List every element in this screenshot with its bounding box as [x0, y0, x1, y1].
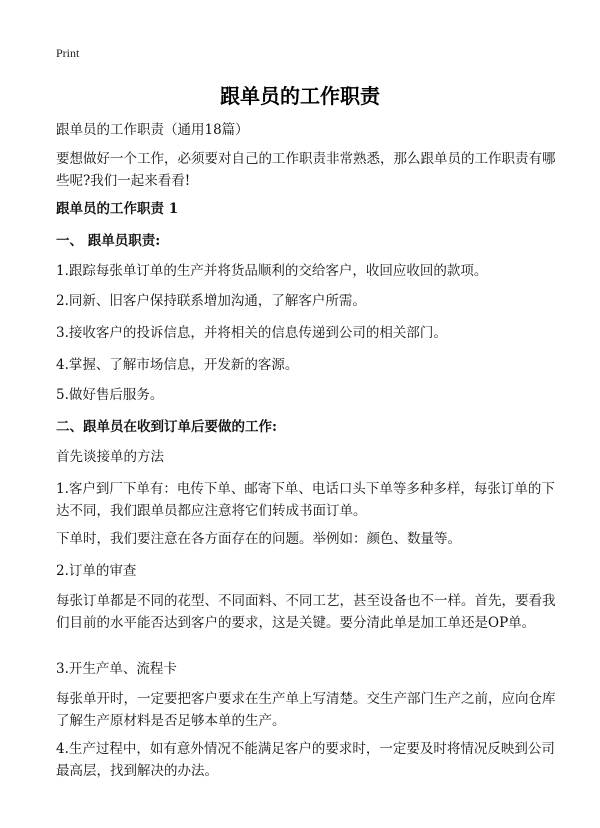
duty-item-4: 4.掌握、了解市场信息，开发新的客源。: [56, 357, 299, 373]
paragraph-production-order: 每张单开时，一定要把客户要求在生产单上写清楚。交生产部门生产之前，应向仓库了解生产原材料是否足够本单的生产。: [56, 691, 556, 729]
paragraph-order-channels: 1.客户到厂下单有：电传下单、邮寄下单、电话口头下单等多种多样，每张订单的下达不同，我们跟单员都应注意将它们转成书面订单。: [56, 481, 555, 519]
duty-item-5: 5.做好售后服务。: [56, 387, 164, 403]
paragraph-order-review: 每张订单都是不同的花型、不同面料、不同工艺，甚至设备也不一样。首先，要看我们目前的水平能否达到客户的要求，这是关键。要分清此单是加工单还是OP单。: [56, 593, 556, 631]
intro-paragraph: 要想做好一个工作，必须要对自己的工作职责非常熟悉，那么跟单员的工作职责有哪些呢?我们一起来看看!: [56, 151, 556, 189]
paragraph-order-issues: 下单时，我们要注意在各方面存在的问题。举例如：颜色、数量等。: [56, 531, 461, 547]
subheading-after-order: 二、跟单员在收到订单后要做的工作:: [56, 419, 277, 435]
duty-item-2: 2.同新、旧客户保持联系增加沟通，了解客户所需。: [56, 293, 366, 309]
heading-order-review: 2.订单的审查: [56, 563, 137, 579]
print-label: Print: [56, 46, 80, 60]
duty-item-1: 1.跟踪每张单订单的生产并将货品顺利的交给客户，收回应收回的款项。: [56, 263, 488, 279]
paragraph-order-method: 首先谈接单的方法: [56, 449, 164, 465]
document-title: 跟单员的工作职责: [220, 84, 380, 108]
heading-production-order: 3.开生产单、流程卡: [56, 661, 177, 677]
subheading-duties: 一、 跟单员职责:: [56, 233, 161, 249]
paragraph-production-process: 4.生产过程中，如有意外情况不能满足客户的要求时，一定要及时将情况反映到公司最高层，找到解决的办法。: [56, 741, 555, 779]
subtitle-paragraph: 跟单员的工作职责（通用18篇）: [56, 122, 249, 138]
section-heading-1: 跟单员的工作职责 1: [56, 201, 179, 217]
duty-item-3: 3.接收客户的投诉信息，并将相关的信息传递到公司的相关部门。: [56, 325, 447, 341]
